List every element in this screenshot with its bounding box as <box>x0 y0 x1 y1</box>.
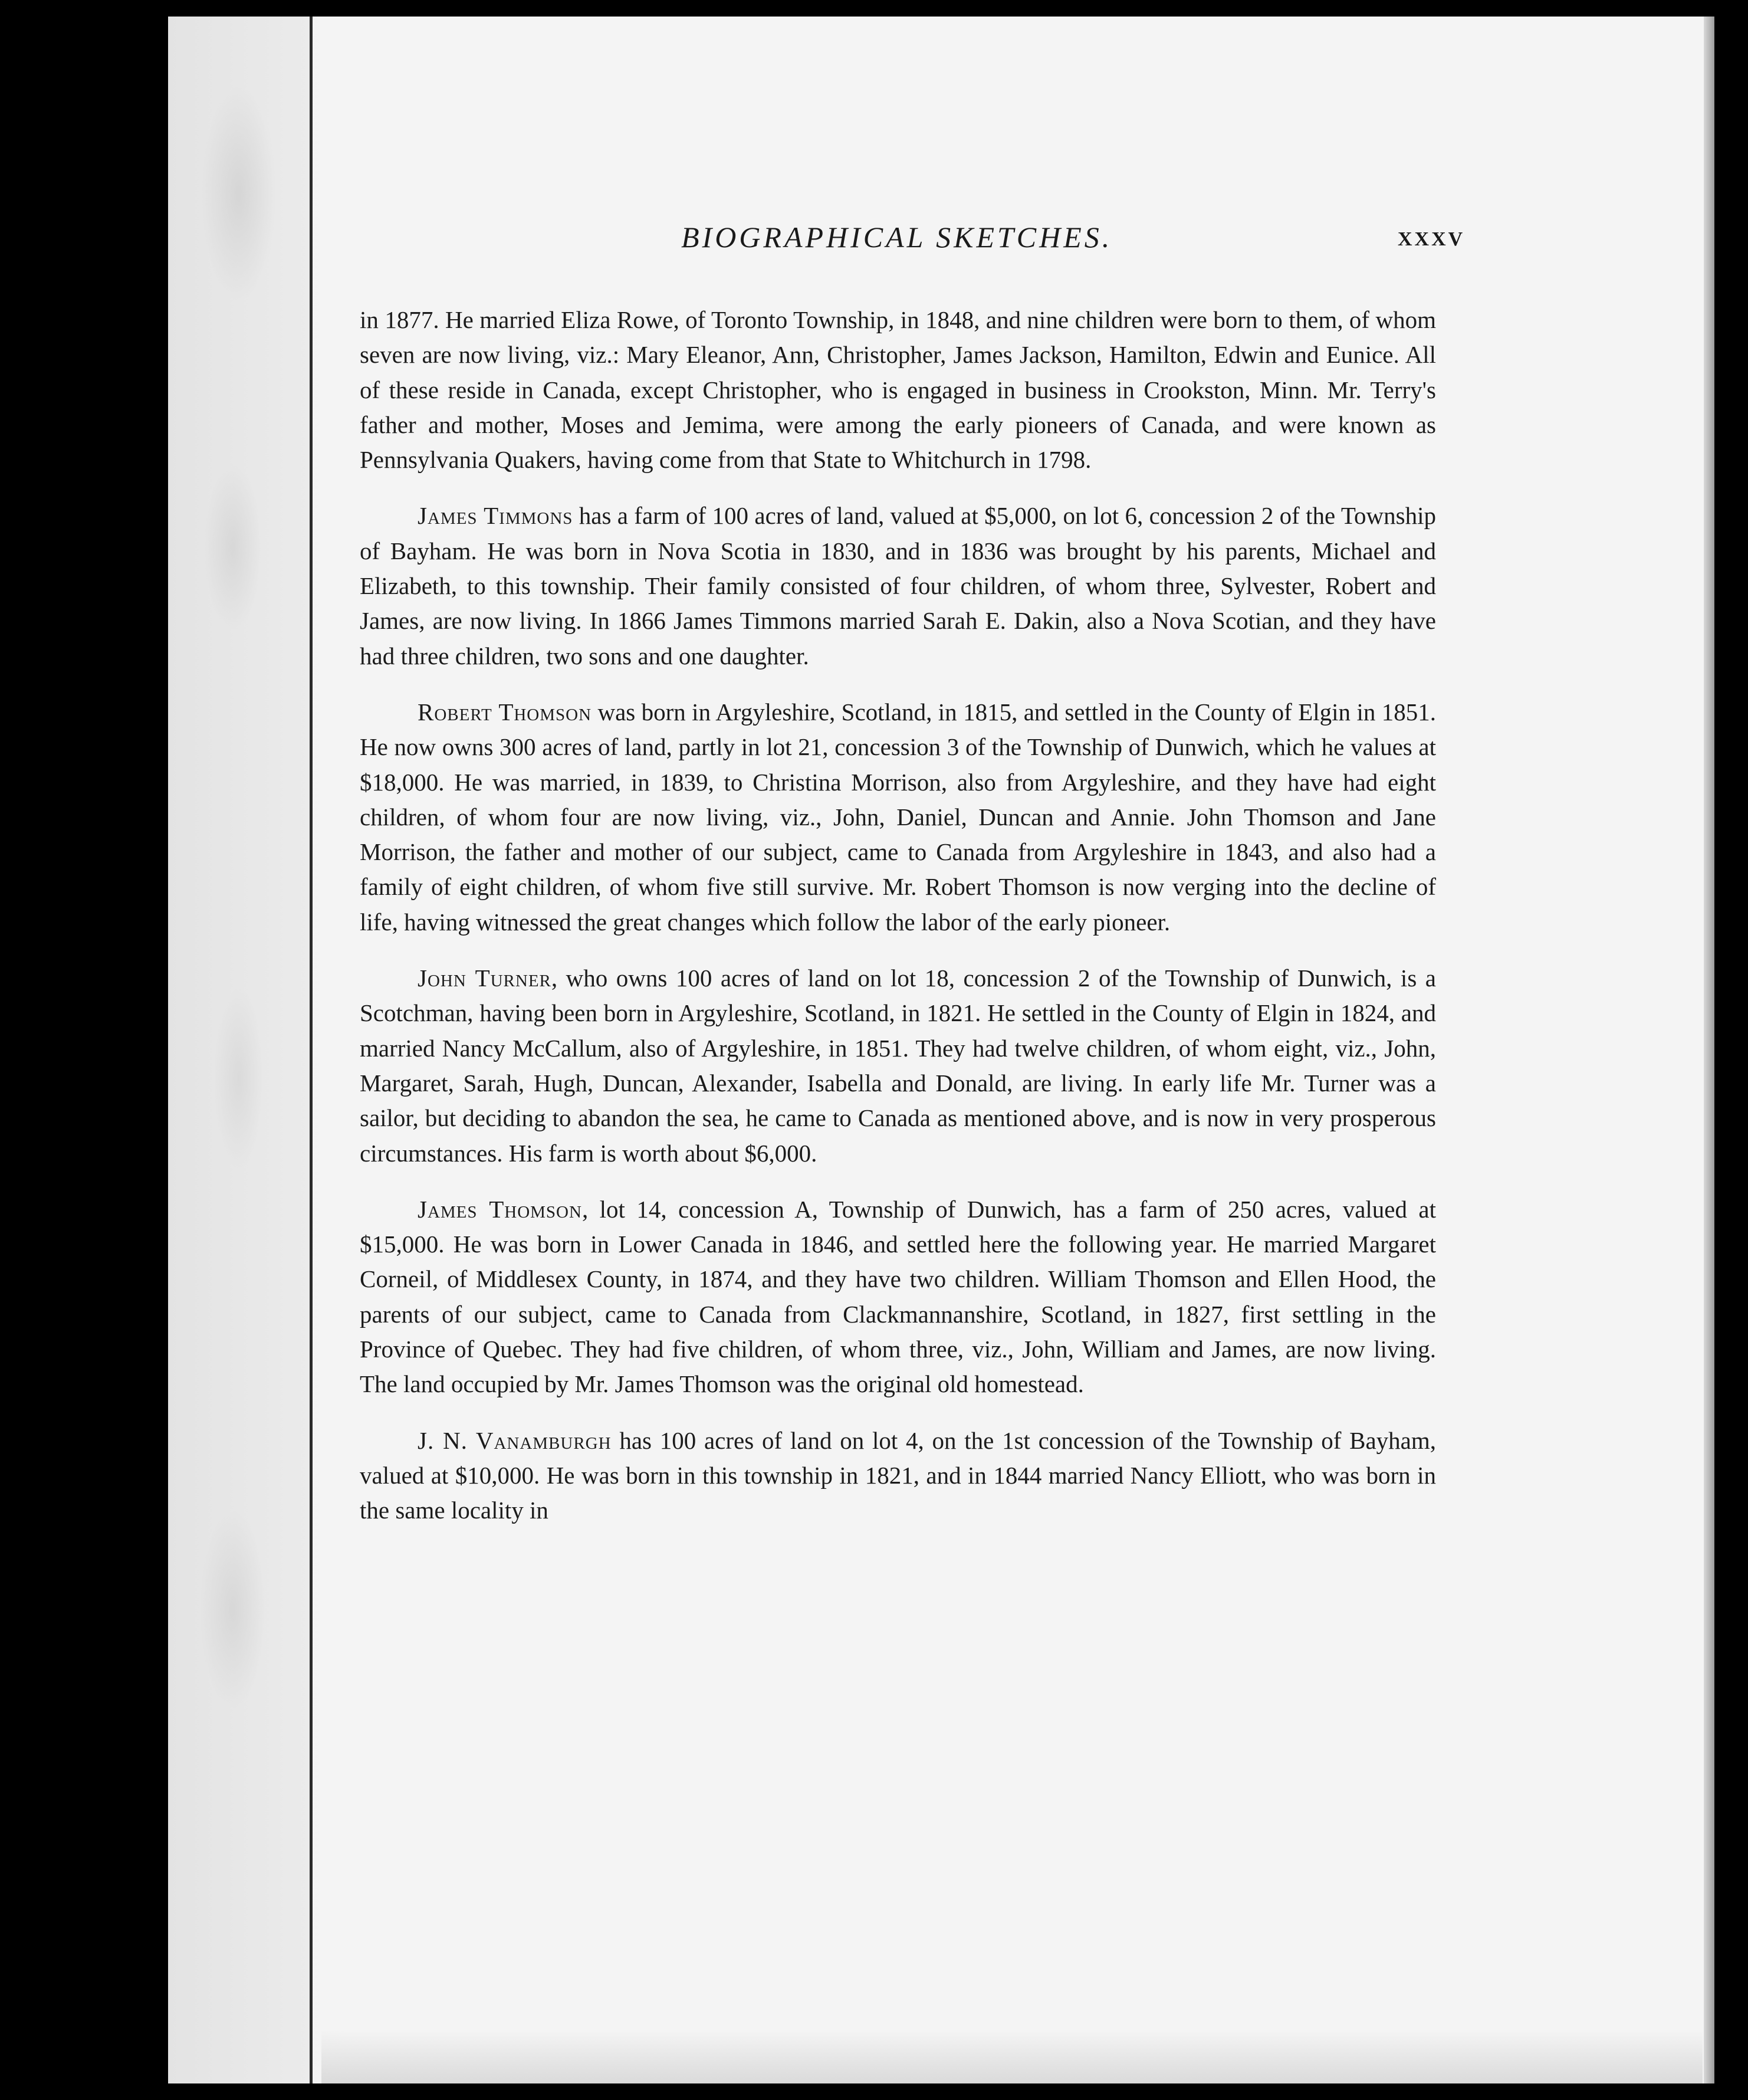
paragraph-text: , lot 14, concession A, Township of Dunwich, has a farm of 250 acres, valued at $15,000. He was born in Lower Canada in 1846, and settled here the following year. He married Margaret Corneil, of Middlesex County, in 1874, and they have two children. William Thomson and Ellen Hood, the parents of our subject, came to Canada from Clackmannanshire, Scotland, in 1827, first settling in the Province of Quebec. They had five children, of whom three, viz., John, William and James, are now living. The land occupied by Mr. James Thomson was the original old homestead. <box>360 1195 1436 1398</box>
paragraph-text: , who owns 100 acres of land on lot 18, concession 2 of the Township of Dunwich, is a Scotchman, having been born in Argyleshire, Scotland, in 1821. He settled in the County of Elgin in 1824, and married Nancy McCallum, also of Argyleshire, in 1851. They had twelve children, of whom eight, viz., John, Margaret, Sarah, Hugh, Duncan, Alexander, Isabella and Donald, are living. In early life Mr. Turner was a sailor, but deciding to abandon the sea, he came to Canada as mentioned above, and is now in very prosperous circumstances. His farm is worth about $6,000. <box>360 964 1436 1167</box>
paragraph-vanamburgh <box>360 1423 1436 1528</box>
scanned-page <box>168 17 1714 2083</box>
body-text <box>360 303 1436 1550</box>
subject-name: James Thomson <box>418 1195 582 1223</box>
page-right-edge <box>1704 17 1714 2083</box>
paragraph-terry-continuation <box>360 303 1436 477</box>
subject-name: James Timmons <box>418 502 573 530</box>
paragraph-text: has 100 acres of land on lot 4, on the 1st concession of the Township of Bayham, valued at $10,000. He was born in this township in 1821, and in 1844 married Nancy Elliott, who was born in the same locality in <box>360 1426 1437 1524</box>
paragraph-robert-thomson <box>360 695 1436 940</box>
paragraph-text: has a farm of 100 acres of land, valued at $5,000, on lot 6, concession 2 of the Township of Bayham. He was born in Nova Scotia in 1830, and in 1836 was brought by his parents, Michael and Elizabeth, to this township. Their family consisted of four children, of whom three, Sylvester, Robert and James, are now living. In 1866 James Timmons married Sarah E. Dakin, also a Nova Scotian, and they have had three children, two sons and one daughter. <box>360 502 1436 670</box>
page-number: XXXV <box>1398 228 1466 250</box>
page-header <box>168 220 1714 267</box>
paragraph-james-thomson <box>360 1192 1436 1402</box>
paragraph-john-turner <box>360 961 1436 1171</box>
subject-name: John Turner <box>418 964 551 992</box>
facing-page-edge <box>168 17 311 2083</box>
paragraph-text: was born in Argyleshire, Scotland, in 1815, and settled in the County of Elgin in 1851. He now owns 300 acres of land, partly in lot 21, concession 3 of the Township of Dunwich, which he values at $18,000. He was married, in 1839, to Christina Morrison, also from Argyleshire, and they have had eight children, of whom four are now living, viz., John, Daniel, Duncan and Annie. John Thomson and Jane Morrison, the father and mother of our subject, came to Canada from Argyleshire in 1843, and also had a family of eight children, of whom five still survive. Mr. Robert Thomson is now verging into the decline of life, having witnessed the great changes which follow the labor of the early pioneer. <box>360 698 1436 936</box>
subject-name: Robert Thomson <box>418 698 592 726</box>
subject-name: J. N. Vanamburgh <box>418 1426 612 1454</box>
binding-gutter <box>310 17 313 2083</box>
page-bottom-stain <box>321 2030 1703 2083</box>
running-title: BIOGRAPHICAL SKETCHES. <box>681 221 1113 254</box>
paragraph-text: in 1877. He married Eliza Rowe, of Toronto Township, in 1848, and nine children were born to them, of whom seven are now living, viz.: Mary Eleanor, Ann, Christopher, James Jackson, Hamilton, Edwin and Eunice. All of these reside in Canada, except Christopher, who is engaged in business in Crookston, Minn. Mr. Terry's father and mother, Moses and Jemima, were among the early pioneers of Canada, and were known as Pennsylvania Quakers, having come from that State to Whitchurch in 1798. <box>360 306 1436 474</box>
paragraph-james-timmons <box>360 498 1436 673</box>
